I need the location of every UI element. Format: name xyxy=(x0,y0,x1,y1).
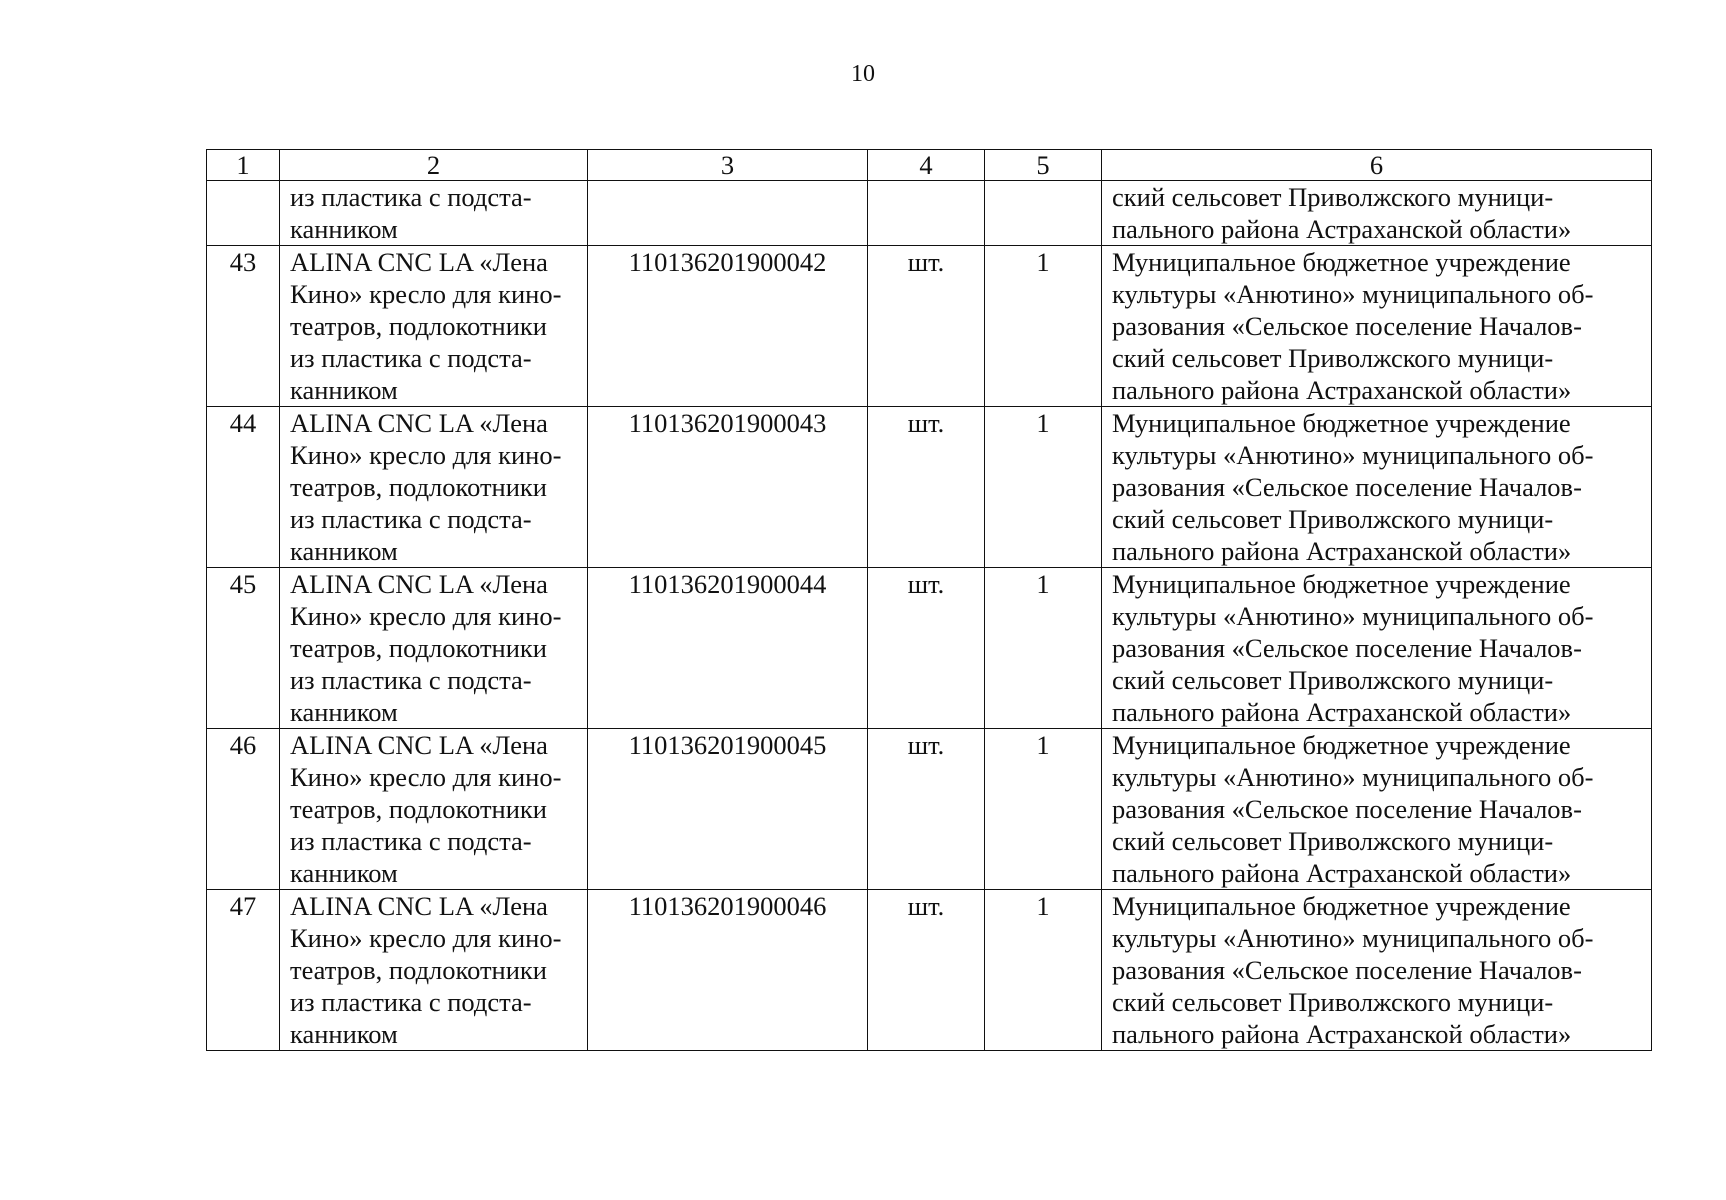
holder-line: разования «Сельское поселение Началов- xyxy=(1112,311,1582,341)
cell-holder xyxy=(1102,181,1652,246)
cell-unit xyxy=(868,890,985,1051)
cell-quantity xyxy=(985,246,1102,407)
holder-line: разования «Сельское поселение Началов- xyxy=(1112,472,1582,502)
table-row xyxy=(207,729,1652,890)
quantity: 1 xyxy=(1036,891,1050,921)
item-name-line: театров, подлокотники xyxy=(290,633,547,663)
cell-unit xyxy=(868,181,985,246)
cell-holder xyxy=(1102,729,1652,890)
row-number: 44 xyxy=(229,408,257,438)
item-name-line: театров, подлокотники xyxy=(290,794,547,824)
cell-inventory-code xyxy=(588,729,868,890)
column-header-2: 2 xyxy=(280,150,588,181)
cell-inventory-code xyxy=(588,246,868,407)
column-header-3: 3 xyxy=(588,150,868,181)
holder-line: Муниципальное бюджетное учреждение xyxy=(1112,891,1571,921)
cell-quantity xyxy=(985,890,1102,1051)
holder-line: ский сельсовет Приволжского муници- xyxy=(1112,987,1554,1017)
cell-unit xyxy=(868,246,985,407)
table-row xyxy=(207,246,1652,407)
holder-line: Муниципальное бюджетное учреждение xyxy=(1112,730,1571,760)
cell-holder xyxy=(1102,890,1652,1051)
item-name-line: Кино» кресло для кино- xyxy=(290,279,562,309)
unit: шт. xyxy=(907,408,945,438)
holder-line: пального района Астраханской области» xyxy=(1112,375,1572,405)
holder-line: разования «Сельское поселение Началов- xyxy=(1112,794,1582,824)
cell-item-name xyxy=(280,729,588,890)
cell-quantity xyxy=(985,729,1102,890)
item-name-line: театров, подлокотники xyxy=(290,472,547,502)
cell-item-name xyxy=(280,246,588,407)
item-name-line: ALINA CNC LA «Лена xyxy=(290,891,548,921)
header-row xyxy=(207,150,1652,181)
cell-item-name xyxy=(280,890,588,1051)
holder-line: культуры «Анютино» муниципального об- xyxy=(1112,601,1594,631)
cell-holder xyxy=(1102,246,1652,407)
page-number: 10 xyxy=(851,61,875,87)
cell-number xyxy=(207,568,280,729)
cell-quantity xyxy=(985,568,1102,729)
holder-line: ский сельсовет Приволжского муници- xyxy=(1112,182,1554,212)
holder-line: ский сельсовет Приволжского муници- xyxy=(1112,665,1554,695)
inventory-code: 110136201900042 xyxy=(628,247,827,277)
row-number: 46 xyxy=(229,730,257,760)
unit: шт. xyxy=(907,730,945,760)
cell-holder xyxy=(1102,407,1652,568)
holder-line: разования «Сельское поселение Началов- xyxy=(1112,955,1582,985)
item-name-line: ALINA CNC LA «Лена xyxy=(290,408,548,438)
row-number: 43 xyxy=(229,247,257,277)
cell-number xyxy=(207,729,280,890)
cell-unit xyxy=(868,407,985,568)
table-row xyxy=(207,568,1652,729)
cell-item-name xyxy=(280,568,588,729)
quantity: 1 xyxy=(1036,247,1050,277)
cell-item-name xyxy=(280,181,588,246)
item-name-line: Кино» кресло для кино- xyxy=(290,923,562,953)
cell-quantity xyxy=(985,181,1102,246)
unit: шт. xyxy=(907,891,945,921)
item-name-line: театров, подлокотники xyxy=(290,955,547,985)
holder-line: ский сельсовет Приволжского муници- xyxy=(1112,826,1554,856)
inventory-code: 110136201900044 xyxy=(628,569,827,599)
item-name-line: театров, подлокотники xyxy=(290,311,547,341)
item-name-line: канником xyxy=(290,536,398,566)
holder-line: Муниципальное бюджетное учреждение xyxy=(1112,247,1571,277)
column-header-6: 6 xyxy=(1102,150,1652,181)
item-name-line: ALINA CNC LA «Лена xyxy=(290,569,548,599)
inventory-code: 110136201900046 xyxy=(628,891,827,921)
cell-number xyxy=(207,181,280,246)
item-name-line: из пластика с подста- xyxy=(290,182,532,212)
item-name-line: из пластика с подста- xyxy=(290,987,532,1017)
item-name-line: из пластика с подста- xyxy=(290,343,532,373)
cell-item-name xyxy=(280,407,588,568)
item-name-line: Кино» кресло для кино- xyxy=(290,440,562,470)
item-name-line: Кино» кресло для кино- xyxy=(290,601,562,631)
item-name-line: ALINA CNC LA «Лена xyxy=(290,730,548,760)
item-name-line: канником xyxy=(290,375,398,405)
cell-unit xyxy=(868,729,985,890)
row-number: 47 xyxy=(229,891,257,921)
item-name-line: канником xyxy=(290,858,398,888)
cell-inventory-code xyxy=(588,181,868,246)
item-name-line: канником xyxy=(290,214,398,244)
holder-line: ский сельсовет Приволжского муници- xyxy=(1112,343,1554,373)
item-name-line: из пластика с подста- xyxy=(290,826,532,856)
cell-inventory-code xyxy=(588,407,868,568)
holder-line: пального района Астраханской области» xyxy=(1112,214,1572,244)
column-header-5: 5 xyxy=(985,150,1102,181)
holder-line: пального района Астраханской области» xyxy=(1112,697,1572,727)
table-row xyxy=(207,407,1652,568)
inventory-code: 110136201900045 xyxy=(628,730,827,760)
cell-inventory-code xyxy=(588,568,868,729)
item-name-line: из пластика с подста- xyxy=(290,504,532,534)
holder-line: культуры «Анютино» муниципального об- xyxy=(1112,279,1594,309)
item-name-line: канником xyxy=(290,1019,398,1049)
quantity: 1 xyxy=(1036,408,1050,438)
inventory-code: 110136201900043 xyxy=(628,408,827,438)
holder-line: пального района Астраханской области» xyxy=(1112,1019,1572,1049)
quantity: 1 xyxy=(1036,730,1050,760)
holder-line: культуры «Анютино» муниципального об- xyxy=(1112,762,1594,792)
holder-line: Муниципальное бюджетное учреждение xyxy=(1112,569,1571,599)
holder-line: культуры «Анютино» муниципального об- xyxy=(1112,923,1594,953)
table-row-continuation xyxy=(207,181,1652,246)
cell-inventory-code xyxy=(588,890,868,1051)
unit: шт. xyxy=(907,569,945,599)
item-name-line: ALINA CNC LA «Лена xyxy=(290,247,548,277)
cell-unit xyxy=(868,568,985,729)
unit: шт. xyxy=(907,247,945,277)
item-name-line: Кино» кресло для кино- xyxy=(290,762,562,792)
property-table xyxy=(206,149,1652,1051)
quantity: 1 xyxy=(1036,569,1050,599)
holder-line: пального района Астраханской области» xyxy=(1112,536,1572,566)
cell-number xyxy=(207,246,280,407)
cell-number xyxy=(207,890,280,1051)
cell-quantity xyxy=(985,407,1102,568)
holder-line: пального района Астраханской области» xyxy=(1112,858,1572,888)
table-row xyxy=(207,890,1652,1051)
item-name-line: из пластика с подста- xyxy=(290,665,532,695)
column-header-4: 4 xyxy=(868,150,985,181)
holder-line: разования «Сельское поселение Началов- xyxy=(1112,633,1582,663)
row-number: 45 xyxy=(229,569,257,599)
holder-line: Муниципальное бюджетное учреждение xyxy=(1112,408,1571,438)
item-name-line: канником xyxy=(290,697,398,727)
column-header-1: 1 xyxy=(207,150,280,181)
cell-number xyxy=(207,407,280,568)
cell-holder xyxy=(1102,568,1652,729)
holder-line: культуры «Анютино» муниципального об- xyxy=(1112,440,1594,470)
holder-line: ский сельсовет Приволжского муници- xyxy=(1112,504,1554,534)
